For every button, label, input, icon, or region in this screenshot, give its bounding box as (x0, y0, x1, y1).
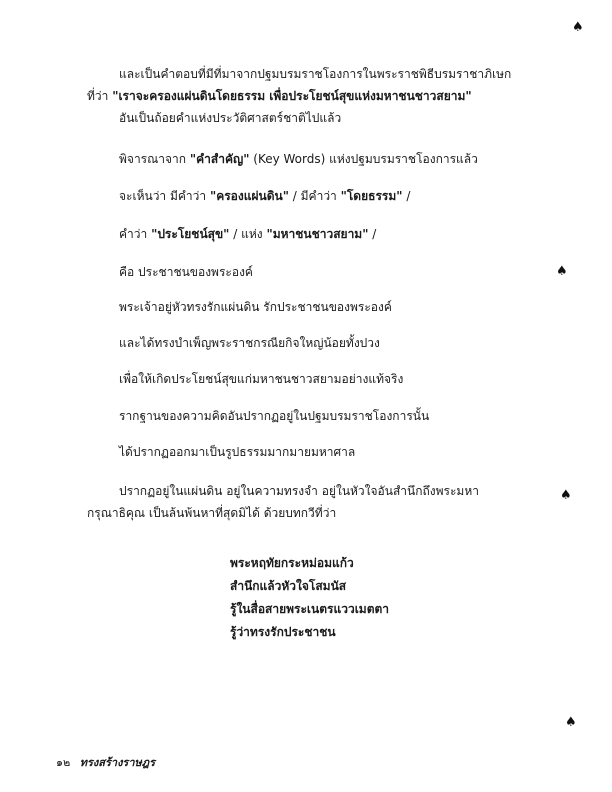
poem-line-1: พระหฤทัยกระหม่อมแก้ว (230, 556, 354, 570)
poem-line-2: สำนึกแล้วหัวใจโสมนัส (230, 579, 347, 593)
keywords-term: "คำสำคัญ" (189, 152, 250, 166)
keywords-prefix: พิจารณาจาก (119, 152, 190, 166)
spade-icon: ♠ (572, 20, 584, 35)
duties-line: และได้ทรงบำเพ็ญพระราชกรณียกิจใหญ่น้อยทั้งปวง (119, 336, 380, 350)
words-prefix: คำว่า (119, 227, 152, 241)
found-word-righteousness: "โดยธรรม" (340, 189, 403, 203)
last-paragraph-line2: กรุณาธิคุณ เป็นล้นพ้นหาที่สุดมิได้ ด้วยบทกวีที่ว่า (87, 506, 337, 520)
words-line (119, 227, 376, 241)
last-paragraph-line1: ปรากฏอยู่ในแผ่นดิน อยู่ในความทรงจำ อยู่ในหัวใจอันสำนึกถึงพระมหา (119, 484, 479, 498)
paragraph1-line2 (87, 89, 472, 103)
found-prefix: จะเห็นว่า มีคำว่า (119, 189, 210, 203)
spade-icon: ♠ (565, 715, 577, 730)
keywords-line (119, 152, 478, 166)
appeared-line: ได้ปรากฏออกมาเป็นรูปธรรมมากมายมหาศาล (119, 445, 356, 459)
spade-icon: ♠ (560, 488, 572, 503)
benefit-line: เพื่อให้เกิดประโยชน์สุขแก่มหาชนชาวสยามอย่างแท้จริง (119, 372, 404, 386)
page-footer (56, 756, 155, 770)
king-line: พระเจ้าอยู่หัวทรงรักแผ่นดิน รักประชาชนของพระองค์ (119, 300, 392, 314)
word-benefit: "ประโยชน์สุข" (151, 227, 230, 241)
page-number: ๑๒ (56, 756, 71, 769)
found-mid: / มีคำว่า (288, 189, 341, 203)
foundation-line: รากฐานของความคิดอันปรากฏอยู่ในปฐมบรมราชโองการนั้น (119, 409, 430, 423)
found-word-rule-land: "ครองแผ่นดิน" (209, 189, 289, 203)
paragraph1-line3: อันเป็นถ้อยคำแห่งประวัติศาสตร์ชาติไปแล้ว (119, 111, 342, 125)
poem-line-3: รู้ในสื่อสายพระเนตรแววเมตตา (230, 602, 390, 616)
found-end: / (402, 189, 411, 203)
paragraph1-line1: และเป็นคำตอบที่มีที่มาจากปฐมบรมราชโองการในพระราชพิธีบรมราชาภิเษก (119, 67, 512, 81)
word-siamese-people: "มหาชนชาวสยาม" (266, 227, 369, 241)
words-end: / (368, 227, 377, 241)
paragraph1-line2-prefix: ที่ว่า (87, 89, 113, 103)
keywords-suffix: (Key Words) แห่งปฐมบรมราชโองการแล้ว (249, 152, 478, 166)
found-words-line (119, 189, 410, 203)
people-line: คือ ประชาชนของพระองค์ (119, 265, 253, 279)
book-title: ทรงสร้างราษฎร (79, 756, 156, 769)
coronation-oath-quote: "เราจะครองแผ่นดินโดยธรรม เพื่อประโยชน์สุขแห่งมหาชนชาวสยาม" (112, 89, 472, 103)
poem-line-4: รู้ว่าทรงรักประชาชน (230, 625, 336, 639)
spade-icon: ♠ (556, 264, 568, 279)
words-mid: / แห่ง (229, 227, 267, 241)
